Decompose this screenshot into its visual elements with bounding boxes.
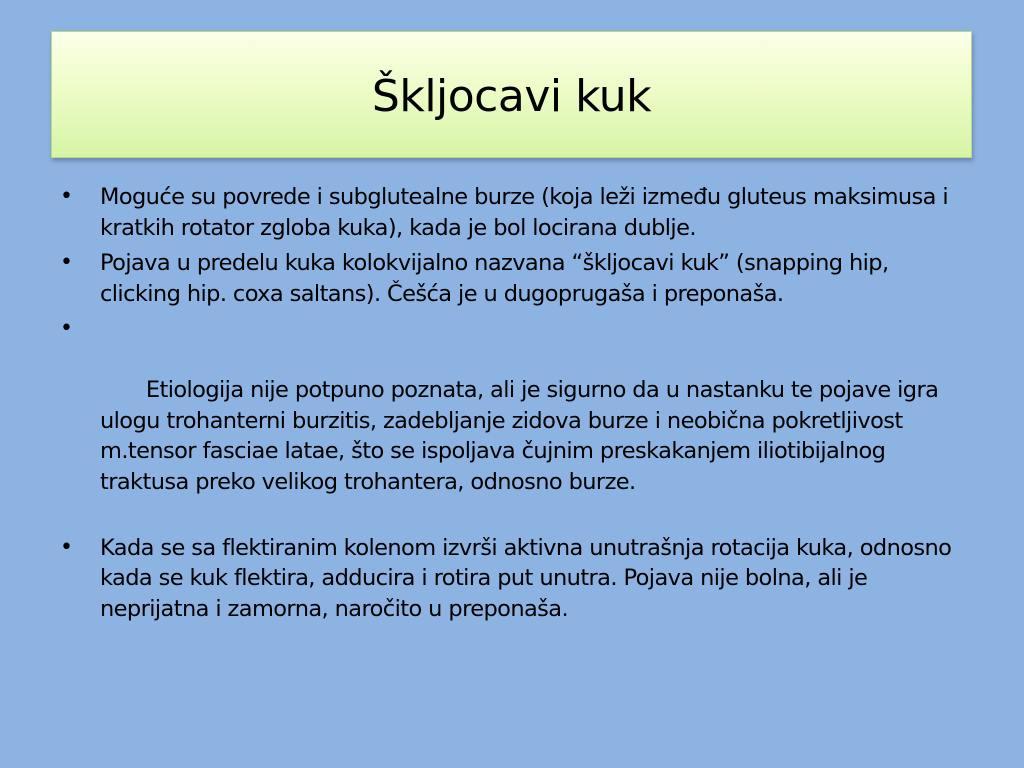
bullet-icon: •: [60, 250, 73, 275]
bullet-item: [60, 248, 960, 309]
bullet-item: [60, 182, 960, 243]
bullet-text: Etiologija nije potpuno poznata, ali je sigurno da u nastanku te pojave igra ulogu trohanterni burzitis, zadebljanje zidova burze i neobična pokretljivost m.tensor fasciae latae, što se ispoljava čujnim preskakanjem iliotibijalnog traktusa preko velikog trohantera, odnosno burze.: [100, 377, 945, 495]
bullet-list: [60, 182, 960, 629]
slide-title: Škljocavi kuk: [371, 70, 652, 122]
title-box: [51, 31, 972, 158]
bullet-icon: •: [60, 184, 73, 209]
bullet-icon: •: [60, 316, 73, 341]
bullet-text: Pojava u predelu kuka kolokvijalno nazvana “škljocavi kuk” (snapping hip, clicking hip. coxa saltans). Češća je u dugoprugaša i preponaša.: [100, 250, 889, 307]
bullet-item: [60, 314, 960, 528]
bullet-icon: •: [60, 534, 73, 560]
bullet-item: [60, 533, 960, 625]
bullet-text: Kada se sa flektiranim kolenom izvrši aktivna unutrašnja rotacija kuka, odnosno kada se kuk flektira, adducira i rotira put unutra. Pojava nije bolna, ali je neprijatna i zamorna, naročito u preponaša.: [100, 534, 952, 622]
bullet-text: Moguće su povrede i subglutealne burze (koja leži između gluteus maksimusa i kratkih rotator zgloba kuka), kada je bol locirana dublje.: [100, 184, 949, 241]
